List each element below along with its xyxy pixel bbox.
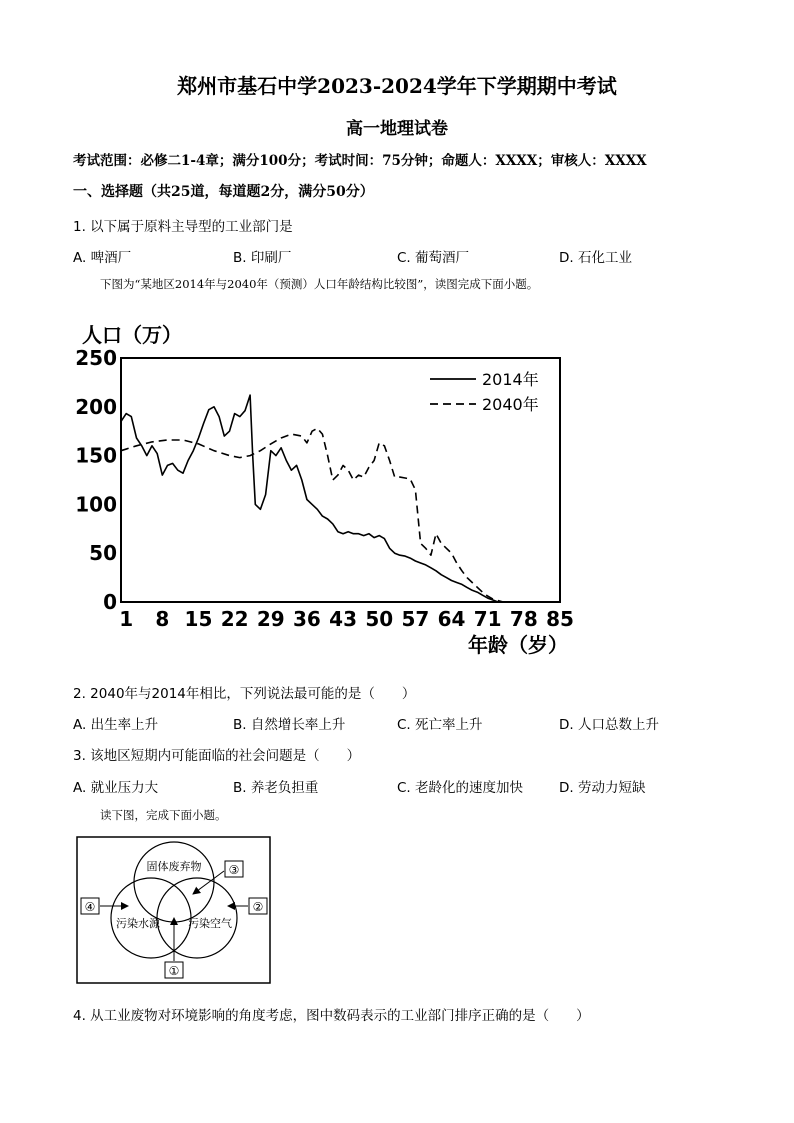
- x-tick-label: 85: [546, 607, 574, 631]
- pollution-venn-diagram: [76, 836, 272, 986]
- q2-option-c: C. 死亡率上升: [397, 717, 483, 733]
- box-3-label: ③: [228, 863, 240, 877]
- y-tick-label: 0: [103, 590, 117, 614]
- exam-info: 考试范围：必修二1-4章；满分100分；考试时间：75分钟；命题人：XXXX；审核人：XXXX: [73, 153, 647, 169]
- x-tick-label: 15: [184, 607, 213, 631]
- x-tick-label: 50: [365, 607, 394, 631]
- y-tick-label: 50: [89, 541, 117, 566]
- question-2-stem: 2. 2040年与2014年相比，下列说法最可能的是（ ）: [73, 686, 416, 702]
- y-tick-label: 200: [75, 394, 117, 419]
- y-tick-label: 100: [75, 492, 117, 517]
- q1-option-d: D. 石化工业: [559, 250, 632, 266]
- y-tick-label: 150: [75, 443, 117, 468]
- question-1-stem: 1. 以下属于原料主导型的工业部门是: [73, 219, 293, 235]
- q1-option-c: C. 葡萄酒厂: [397, 250, 470, 266]
- section-heading: 一、选择题（共25道，每道题2分，满分50分）: [73, 184, 374, 200]
- x-tick-label: 1: [119, 607, 134, 631]
- q2-option-a: A. 出生率上升: [73, 717, 159, 733]
- diagram-frame: [77, 837, 270, 983]
- label-solid-waste: 固体废弃物: [146, 860, 202, 873]
- x-axis-ticks: [119, 607, 574, 631]
- question-4-stem: 4. 从工业废物对环境影响的角度考虑，图中数码表示的工业部门排序正确的是（ ）: [73, 1008, 590, 1024]
- chart-instruction: 下图为“某地区2014年与2040年（预测）人口年龄结构比较图”，读图完成下面小题。: [100, 277, 539, 291]
- box-2-label: ②: [252, 900, 264, 914]
- label-air-pollution: 污染空气: [188, 917, 232, 930]
- exam-title: 郑州市基石中学2023-2024学年下学期期中考试: [177, 74, 617, 98]
- arrow-3: [193, 871, 224, 894]
- chart-ylabel: 人口（万）: [82, 323, 182, 347]
- series-line-2014: [121, 395, 498, 602]
- x-tick-label: 57: [401, 607, 430, 631]
- x-tick-label: 43: [329, 607, 358, 631]
- chart-xlabel: 年龄（岁）: [468, 633, 568, 657]
- exam-subtitle: 高一地理试卷: [346, 119, 448, 139]
- x-tick-label: 22: [220, 607, 249, 631]
- box-1-label: ①: [168, 964, 180, 978]
- q2-option-d: D. 人口总数上升: [559, 717, 659, 733]
- q2-option-b: B. 自然增长率上升: [233, 717, 346, 733]
- x-tick-label: 36: [293, 607, 321, 631]
- legend-2014-label: 2014年: [482, 370, 539, 389]
- q1-option-a: A. 啤酒厂: [73, 250, 132, 266]
- y-axis-ticks: [75, 346, 117, 614]
- x-tick-label: 29: [256, 607, 285, 631]
- q1-option-b: B. 印刷厂: [233, 250, 292, 266]
- q3-option-a: A. 就业压力大: [73, 780, 159, 796]
- diagram-instruction: 读下图，完成下面小题。: [100, 808, 227, 822]
- x-tick-label: 71: [473, 607, 502, 631]
- x-tick-label: 8: [155, 607, 170, 631]
- chart-series: [121, 395, 503, 602]
- box-4-label: ④: [84, 900, 96, 914]
- q3-option-c: C. 老龄化的速度加快: [397, 780, 524, 796]
- y-tick-label: 250: [75, 346, 117, 370]
- legend-2040-label: 2040年: [482, 395, 539, 414]
- q3-option-d: D. 劳动力短缺: [559, 780, 646, 796]
- question-3-stem: 3. 该地区短期内可能面临的社会问题是（ ）: [73, 748, 361, 764]
- chart-legend: [430, 370, 539, 414]
- x-tick-label: 78: [509, 607, 538, 631]
- x-tick-label: 64: [437, 607, 466, 631]
- series-line-2040: [121, 428, 503, 602]
- circle-solid-waste: [134, 842, 214, 922]
- population-chart: [70, 318, 600, 663]
- label-water-pollution: 污染水源: [116, 917, 160, 930]
- q3-option-b: B. 养老负担重: [233, 780, 319, 796]
